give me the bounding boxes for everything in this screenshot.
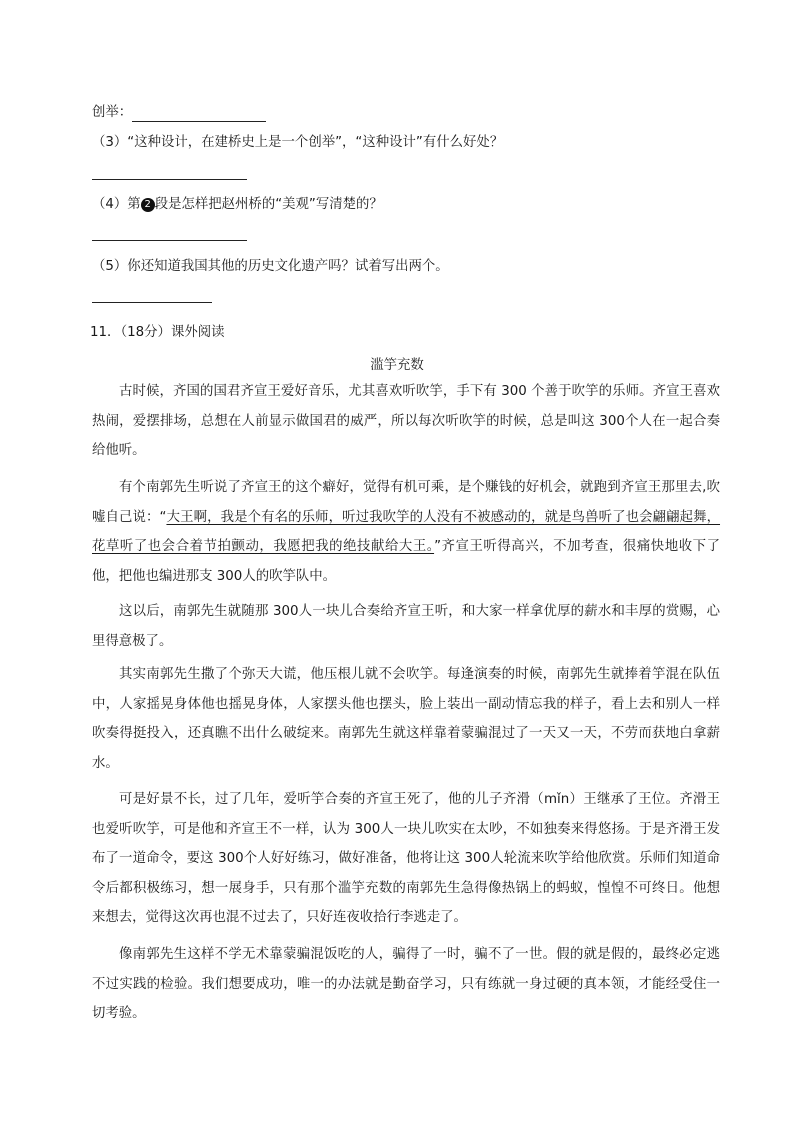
paragraph-5: 可是好景不长，过了几年，爱听竽合奏的齐宣王死了，他的儿子齐滑（mǐn）王继承了王位。齐滑王也爱听吹竽，可是他和齐宣王不一样，认为 300人一块儿吹实在太吵，不如独奏来得悠扬。于是齐滑王发布了一道命令，要这 300个人好好练习，做好准备，他将让这 300人轮流来吹竽给他欣赏。乐师们知道命令后都积极练习，想一展身手，只有那个滥竽充数的南郭先生急得像热锅上的蚂蚁，惶惶不可终日。他想来想去，觉得这次再也混不过去了，只好连夜收拾行李逃走了。 (92, 792, 720, 925)
question-11-header: 11．（18分）课外阅读 (90, 325, 225, 340)
answer-line-q5[interactable] (92, 302, 212, 303)
paragraph-1: 古时候，齐国的国君齐宣王爱好音乐，尤其喜欢听吹竽，手下有 300 个善于吹竽的乐师。齐宣王喜欢热闹，爱摆排场，总想在人前显示做国君的威严，所以每次听吹竽的时候，总是叫这 300个人在一起合奏给他听。 (92, 384, 720, 458)
circled-number-icon: 2 (141, 198, 155, 212)
underlined-quote: 大王啊，我是个有名的乐师，听过我吹竽的人没有不被感动的，就是鸟兽听了也会翩翩起舞，花草听了也会合着节拍颤动，我愿把我的绝技献给大王。 (92, 509, 721, 554)
paragraph-2-text-b: ”齐宣王听得高兴，不加考查，很痛快地收下了他，把他也编进那支 300人的吹竽队中。 (92, 539, 720, 584)
chuangju-answer-blank[interactable] (132, 107, 266, 122)
answer-line-q4[interactable] (92, 240, 247, 241)
passage-title: 滥竽充数 (370, 358, 424, 373)
chuangju-label: 创举： (92, 105, 133, 120)
paragraph-3: 这以后，南郭先生就随那 300人一块儿合奏给齐宣王听，和大家一样拿优厚的薪水和丰厚的赏赐，心里得意极了。 (92, 604, 720, 649)
question-4-prefix: （4）第 (92, 197, 141, 212)
question-4-suffix: 段是怎样把赵州桥的“美观”写清楚的？ (154, 197, 383, 212)
paragraph-2 (92, 473, 720, 591)
question-5: （5）你还知道我国其他的历史文化遗产吗？试着写出两个。 (92, 259, 449, 274)
paragraph-4: 其实南郭先生撒了个弥天大谎，他压根儿就不会吹竽。每逢演奏的时候，南郭先生就捧着竽混在队伍中，人家摇晃身体他也摇晃身体，人家摆头他也摆头，脸上装出一副动情忘我的样子，看上去和别人一样吹奏得挺投入，还真瞧不出什么破绽来。南郭先生就这样靠着蒙骗混过了一天又一天，不劳而获地白拿薪水。 (92, 667, 720, 771)
paragraph-6: 像南郭先生这样不学无术靠蒙骗混饭吃的人，骗得了一时，骗不了一世。假的就是假的，最终必定逃不过实践的检验。我们想要成功，唯一的办法就是勤奋学习，只有练就一身过硬的真本领，才能经受住一切考验。 (92, 947, 720, 1021)
question-4 (92, 196, 383, 214)
question-3: （3）“这种设计，在建桥史上是一个创举”，“这种设计”有什么好处？ (92, 135, 504, 150)
answer-line-q3[interactable] (92, 179, 247, 180)
chuangju-line (92, 104, 266, 122)
paragraph-2-text-a: 有个南郭先生听说了齐宣王的这个癖好，觉得有机可乘，是个赚钱的好机会，就跑到齐宣王那里去,吹嘘自己说：“ (92, 480, 720, 525)
